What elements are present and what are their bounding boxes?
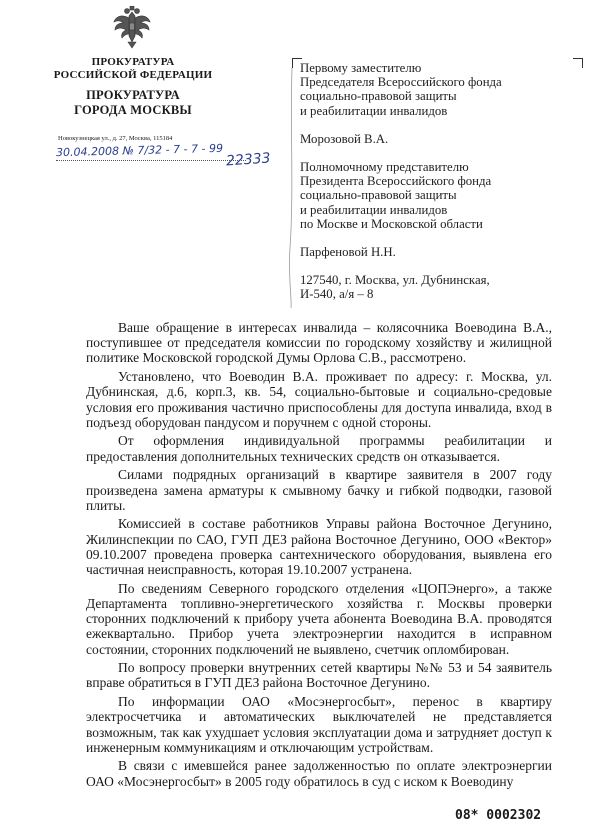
recipient-address-line: И-540, а/я – 8	[300, 287, 374, 302]
org-line-4: ГОРОДА МОСКВЫ	[74, 103, 192, 117]
handwritten-date-number: 30.04.2008 № 7/32 - 7 - 7 - 99	[55, 141, 224, 160]
body-paragraph: Комиссией в составе работников Управы района Восточное Дегунино, Жилинспекции по САО, ГУП ДЕЗ района Восточное Дегунино, ООО «Вектор» 09.10.2007 проведена проверка сантехнического оборудования, выявлена его частичная неисправность, которая 19.10.2007 устранена.	[86, 516, 552, 578]
hand-drawn-margin-line	[284, 68, 298, 308]
recipient-line: Первому заместителю	[300, 61, 422, 75]
recipient-name-1: Морозовой В.А.	[300, 131, 389, 146]
recipient-line: социально-правовой защиты	[300, 89, 457, 104]
body-paragraph: По информации ОАО «Мосэнергосбыт», перенос в квартиру электросчетчика и автоматических выключателей не представляется возможным, так как ухудшает условия эксплуатации дома и затрудняет доступ к инженерным коммуникациям и отключающим устройствам.	[86, 694, 552, 755]
body-paragraph: Установлено, что Воеводин В.А. проживает по адресу: г. Москва, ул. Дубнинская, д.6, корп.3, кв. 54, социально-бытовые и социально-средовые условия его проживания частично приспособлены для доступа инвалида, вход в подъезд оборудован пандусом и поручнем с одной стороны.	[86, 369, 552, 430]
body-paragraph: Силами подрядных организаций в квартире заявителя в 2007 году произведена замена арматуры к смывному бачку и гибкой подводки, газовой плиты.	[86, 467, 552, 513]
recipient-line: Президента Всероссийского фонда	[300, 174, 492, 189]
recipient-block	[300, 61, 585, 302]
org-line-2: РОССИЙСКОЙ ФЕДЕРАЦИИ	[53, 69, 213, 81]
coat-of-arms-emblem	[112, 6, 152, 50]
body-paragraph: По сведениям Северного городского отделения «ЦОПЭнерго», а также Департамента топливно-энергетического хозяйства г. Москвы проверки сторонних подключений к прибору учета абонента Воеводина В.А. проводятся ежеквартально. Прибор учета электроэнергии находится в исправном состоянии, сторонних подключений не выявлено, счетчик опломбирован.	[86, 580, 552, 657]
org-address: Новокузнецкая ул., д. 27, Москва, 115184	[58, 135, 173, 142]
body-paragraph: От оформления индивидуальной программы реабилитации и предоставления дополнительных технических средств он отказывается.	[86, 433, 552, 464]
body-paragraph: По вопросу проверки внутренних сетей квартиры №№ 53 и 54 заявитель вправе обратиться в ГУП ДЕЗ района Восточное Дегунино.	[86, 660, 552, 691]
letter-body	[86, 320, 552, 792]
recipient-name-2: Парфеновой Н.Н.	[300, 245, 396, 260]
org-line-1: ПРОКУРАТУРА	[91, 56, 175, 68]
recipient-line: Полномочному представителю	[300, 160, 469, 175]
org-line-3: ПРОКУРАТУРА	[86, 88, 180, 102]
date-underline	[56, 160, 246, 161]
recipient-line: и реабилитации инвалидов	[300, 202, 448, 217]
body-paragraph: Ваше обращение в интересах инвалида – колясочника Воеводина В.А., поступившее от председателя комиссии по городскому хозяйству и жилищной политике Московской городской Думы Орлова С.В., рассмотрено.	[86, 320, 552, 366]
incoming-registration-number: 22333	[225, 150, 272, 170]
recipient-address-line: 127540, г. Москва, ул. Дубнинская,	[300, 273, 490, 288]
recipient-line: социально-правовой защиты	[300, 188, 457, 203]
document-serial-number: 08* 0002302	[455, 808, 542, 823]
recipient-line: и реабилитации инвалидов	[300, 103, 448, 118]
recipient-line: по Москве и Московской области	[300, 216, 483, 231]
recipient-line: Председателя Всероссийского фонда	[300, 75, 502, 90]
body-paragraph: В связи с имевшейся ранее задолженностью по оплате электроэнергии ОАО «Мосэнергосбыт» в 2005 году обратилось в суд с иском к Воеводину	[86, 758, 552, 789]
